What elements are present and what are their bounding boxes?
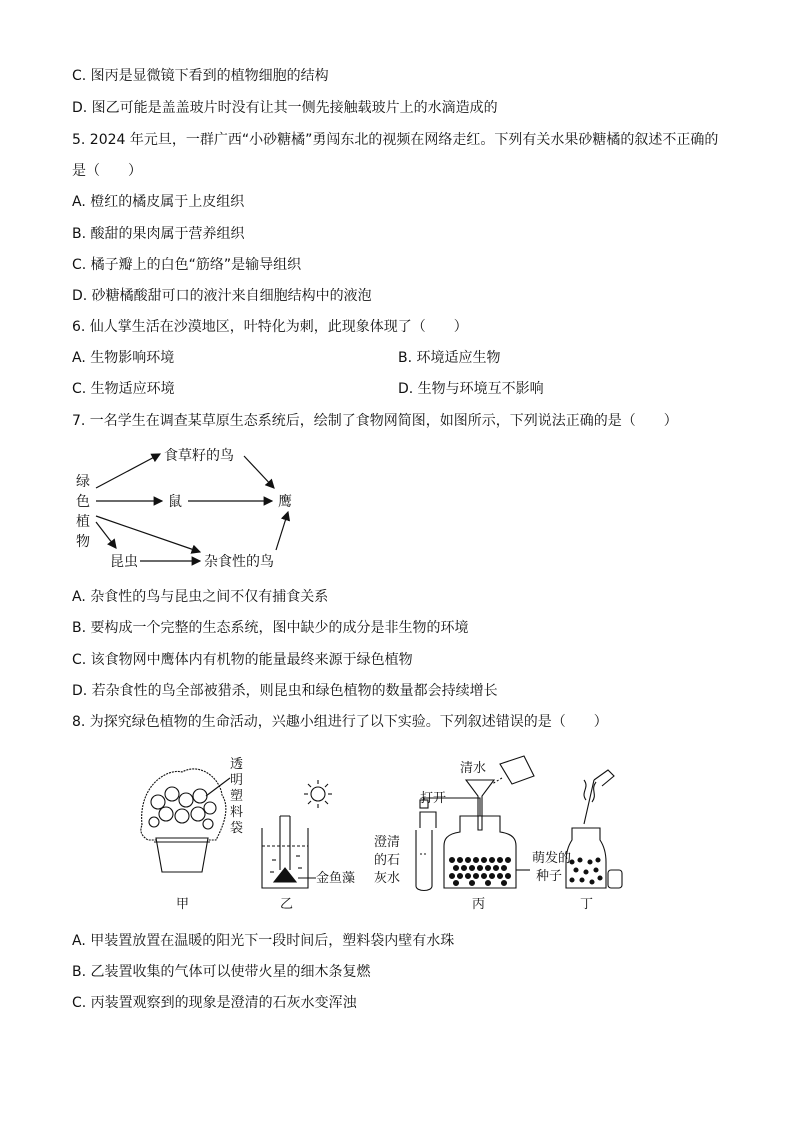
label-open: 打开: [420, 791, 447, 806]
arrow-omnibird-to-eagle: [276, 512, 288, 550]
bag-label-5: 袋: [230, 821, 244, 836]
seeds-label-2: 种子: [536, 869, 563, 884]
rat-label: 鼠: [168, 494, 182, 510]
q5-option-d: D. 砂糖橘酸甜可口的液汁来自细胞结构中的液泡: [72, 288, 372, 304]
test-tube: [280, 816, 290, 870]
goldfish-algae-icon: [274, 868, 296, 882]
plant-flowers-icon: [149, 787, 216, 829]
q5-option-b: B. 酸甜的果肉属于营养组织: [72, 226, 245, 242]
hand-icon: [594, 770, 614, 786]
q8-stem: 8. 为探究绿色植物的生命活动，兴趣小组进行了以下实验。下列叙述错误的是（ ）: [72, 714, 608, 730]
jar-seeds: [570, 858, 602, 884]
q4-option-d: D. 图乙可能是盖盖玻片时没有让其一侧先接触载玻片上的水滴造成的: [72, 100, 498, 116]
q5-option-c: C. 橘子瓣上的白色“筋络”是输导组织: [72, 257, 302, 273]
food-web-diagram: [60, 440, 320, 580]
seed-bird-label: 食草籽的鸟: [164, 448, 234, 464]
producer-char-3: 植: [76, 514, 90, 530]
eagle-label: 鹰: [278, 494, 292, 510]
device-jia: [141, 769, 230, 872]
q6-option-b: B. 环境适应生物: [398, 350, 501, 366]
q6-option-c: C. 生物适应环境: [72, 381, 175, 397]
sun-icon: [304, 780, 332, 808]
q4-option-c: C. 图丙是显微镜下看到的植物细胞的结构: [72, 68, 329, 84]
q8-option-a: A. 甲装置放置在温暖的阳光下一段时间后，塑料袋内壁有水珠: [72, 933, 455, 949]
producer-char-2: 色: [76, 494, 90, 510]
q8-option-c: C. 丙装置观察到的现象是澄清的石灰水变浑浊: [72, 995, 357, 1011]
label-ding: 丁: [580, 897, 594, 912]
limewater-label-3: 灰水: [374, 871, 401, 886]
producer-char-1: 绿: [76, 474, 90, 490]
q7-stem: 7. 一名学生在调查某草原生态系统后，绘制了食物网简图，如图所示，下列说法正确的是（ ）: [72, 413, 678, 429]
seeds-label-1: 萌发的: [532, 851, 572, 866]
q7-option-d: D. 若杂食性的鸟全部被猎杀，则昆虫和绿色植物的数量都会持续增长: [72, 683, 498, 699]
arrow-seedbird-to-eagle: [244, 456, 274, 488]
germinating-seeds: [450, 858, 511, 886]
label-bing: 丙: [472, 897, 486, 912]
insect-label: 昆虫: [110, 554, 138, 570]
device-bing: [416, 756, 534, 891]
q6-option-a: A. 生物影响环境: [72, 350, 175, 366]
label-yi: 乙: [280, 897, 294, 912]
label-jia: 甲: [176, 897, 190, 912]
arrow-plant-to-omnibird: [96, 516, 200, 552]
q8-option-b: B. 乙装置收集的气体可以使带火星的细木条复燃: [72, 964, 371, 980]
device-ding: [566, 770, 622, 888]
q7-option-b: B. 要构成一个完整的生态系统，图中缺少的成分是非生物的环境: [72, 620, 469, 636]
q5-stem-line2: 是（ ）: [72, 163, 142, 179]
test-tube-limewater: [420, 812, 436, 828]
water-beaker: [500, 756, 534, 784]
q7-option-a: A. 杂食性的鸟与昆虫之间不仅有捕食关系: [72, 589, 329, 605]
bag-label-4: 料: [230, 805, 244, 820]
q7-option-c: C. 该食物网中鹰体内有机物的能量最终来源于绿色植物: [72, 652, 413, 668]
bag-label-1: 透: [230, 757, 244, 772]
omni-bird-label: 杂食性的鸟: [204, 554, 274, 570]
q5-stem-line1: 5. 2024 年元旦，一群广西“小砂糖橘”勇闯东北的视频在网络走红。下列有关水果砂糖橘的叙述不正确的: [72, 132, 719, 148]
arrow-plant-to-seedbird: [96, 454, 160, 488]
producer-char-4: 物: [76, 534, 90, 550]
experiment-apparatus-figure: [120, 750, 640, 920]
limewater-label-1: 澄清: [374, 835, 401, 850]
bag-label-3: 塑: [230, 789, 244, 804]
flower-pot-icon: [156, 838, 208, 872]
jar-lid: [608, 870, 622, 888]
q6-stem: 6. 仙人掌生活在沙漠地区，叶特化为刺，此现象体现了（ ）: [72, 319, 468, 335]
label-algae: 金鱼藻: [316, 871, 356, 886]
limewater-label-2: 的石: [374, 853, 401, 868]
bag-label-2: 明: [230, 773, 244, 788]
q5-option-a: A. 橙红的橘皮属于上皮组织: [72, 194, 245, 210]
label-water: 清水: [460, 761, 487, 776]
q6-option-d: D. 生物与环境互不影响: [398, 381, 544, 397]
arrow-plant-to-insect: [96, 522, 116, 548]
